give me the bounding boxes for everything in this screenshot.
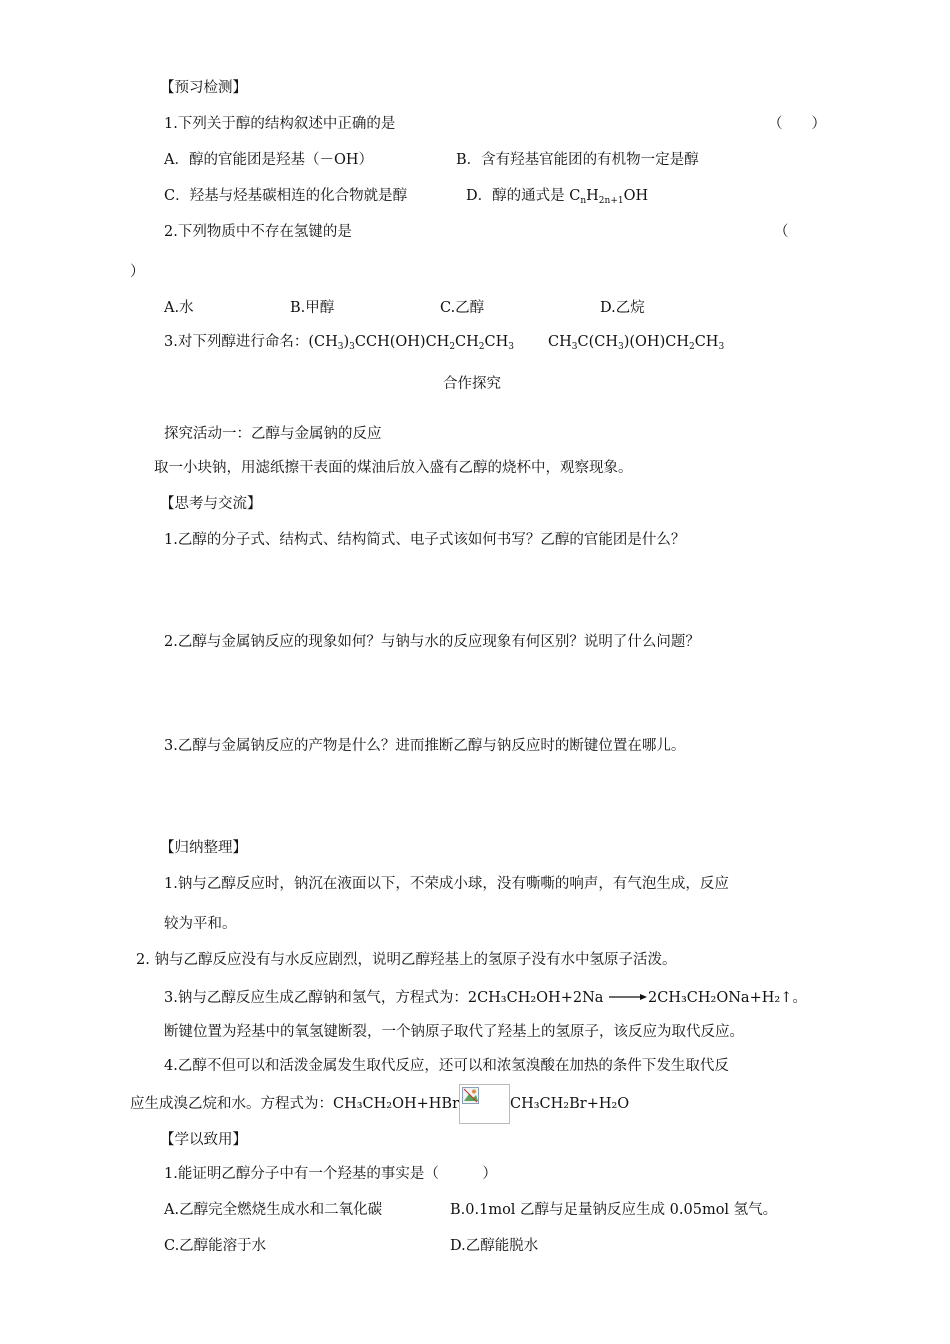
- think-q3: 3.乙醇与金属钠反应的产物是什么？进而推断乙醇与钠反应时的断键位置在哪儿。: [164, 738, 686, 754]
- equation-hbr-right: CH₃CH₂Br+H₂O: [510, 1096, 630, 1112]
- preview-q1: 1.下列关于醇的结构叙述中正确的是: [164, 116, 396, 132]
- think-heading: 【思考与交流】: [160, 496, 262, 512]
- equation-ethanol-sodium-left: 2CH₃CH₂OH+2Na: [467, 990, 604, 1006]
- broken-image-icon: [462, 1087, 480, 1105]
- coop-activity: 探究活动一：乙醇与金属钠的反应: [164, 426, 382, 442]
- coop-experiment: 取一小块钠，用滤纸擦干表面的煤油后放入盛有乙醇的烧杯中，观察现象。: [154, 460, 633, 476]
- preview-q3: 3.对下列醇进行命名：$(CH_3)_3CCH(OH)CH_2CH_2CH_3$: [164, 334, 515, 352]
- summary-p3: 3.钠与乙醇反应生成乙醇钠和氢气，方程式为：2CH₃CH₂OH+2Na 2CH₃CH₂ONa+H₂↑。: [164, 990, 807, 1006]
- equation-ethanol-sodium-right: 2CH₃CH₂ONa+H₂↑。: [648, 990, 807, 1006]
- coop-title: 合作探究: [443, 376, 501, 392]
- broken-image-placeholder: [459, 1084, 510, 1124]
- preview-q1-option-a: A．醇的官能团是羟基（－OH）: [164, 152, 374, 168]
- preview-q2-bracket-open: （: [774, 224, 789, 240]
- apply-option-b: B.0.1mol 乙醇与足量钠反应生成 0.05mol 氢气。: [450, 1202, 778, 1218]
- think-q2: 2.乙醇与金属钠反应的现象如何？与钠与水的反应现象有何区别？说明了什么问题？: [164, 634, 700, 650]
- summary-p3-note: 断键位置为羟基中的氧氢键断裂，一个钠原子取代了羟基上的氢原子，该反应为取代反应。: [164, 1024, 744, 1040]
- summary-p2: 2. 钠与乙醇反应没有与水反应剧烈，说明乙醇羟基上的氢原子没有水中氢原子活泼。: [136, 952, 677, 968]
- equation-hbr-left: CH₃CH₂OH+HBr: [333, 1096, 460, 1112]
- apply-q1: 1.能证明乙醇分子中有一个羟基的事实是（ ）: [164, 1166, 497, 1182]
- preview-q1-option-b: B．含有羟基官能团的有机物一定是醇: [456, 152, 699, 168]
- preview-q2-option-c: C.乙醇: [440, 300, 485, 316]
- preview-heading: 【预习检测】: [160, 80, 247, 96]
- apply-heading: 【学以致用】: [160, 1132, 247, 1148]
- summary-heading: 【归纳整理】: [160, 840, 247, 856]
- preview-q2-option-a: A.水: [164, 300, 194, 316]
- preview-q2: 2.下列物质中不存在氢键的是: [164, 224, 352, 240]
- preview-q3-formula-2: $CH_3C(CH_3)(OH)CH_2CH_3$: [548, 334, 725, 352]
- preview-q2-bracket-close: ）: [130, 264, 145, 280]
- apply-option-c: C.乙醇能溶于水: [164, 1238, 267, 1254]
- preview-q1-option-d: D．醇的通式是 $C_nH_{2n+1}OH$: [466, 188, 649, 206]
- preview-q1-option-c: C．羟基与烃基碳相连的化合物就是醇: [164, 188, 408, 204]
- apply-option-d: D.乙醇能脱水: [450, 1238, 539, 1254]
- think-q1: 1.乙醇的分子式、结构式、结构简式、电子式该如何书写？乙醇的官能团是什么？: [164, 532, 686, 548]
- preview-q1-answer-bracket: （ ）: [768, 116, 826, 132]
- preview-q2-option-d: D.乙烷: [600, 300, 645, 316]
- summary-p1-line1: 1.钠与乙醇反应时，钠沉在液面以下，不荣成小球，没有嘶嘶的响声，有气泡生成，反应: [164, 876, 729, 892]
- summary-p4-line1: 4.乙醇不但可以和活泼金属发生取代反应，还可以和浓氢溴酸在加热的条件下发生取代反: [164, 1058, 729, 1074]
- summary-p1-line2: 较为平和。: [164, 916, 237, 932]
- reaction-arrow-icon: [608, 993, 648, 1001]
- summary-p4-line2: 应生成溴乙烷和水。方程式为：CH₃CH₂OH+HBr: [130, 1096, 460, 1112]
- apply-option-a: A.乙醇完全燃烧生成水和二氧化碳: [164, 1202, 383, 1218]
- preview-q2-option-b: B.甲醇: [290, 300, 335, 316]
